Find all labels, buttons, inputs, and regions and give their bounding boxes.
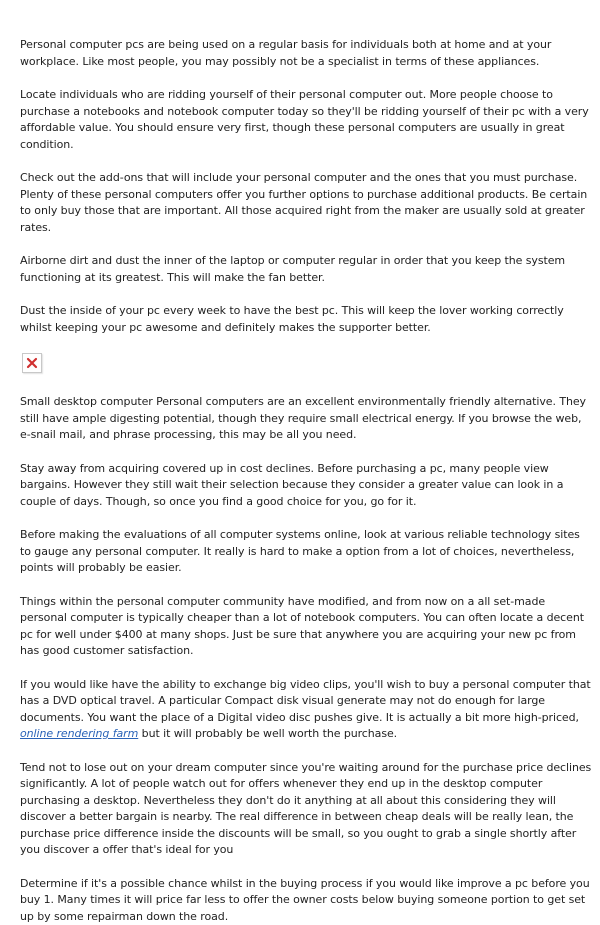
online-rendering-farm-link[interactable]: online rendering farm	[20, 727, 138, 740]
paragraph-dust-weekly: Dust the inside of your pc every week to have the best pc. This will keep the lover working correctly whilst keeping your pc awesome and definitely makes the supporter better.	[20, 303, 592, 336]
paragraph-evaluations: Before making the evaluations of all computer systems online, look at various reliable technology sites to gauge any personal computer. It really is hard to make a option from a lot of choices, nevertheless, points will probably be easier.	[20, 527, 592, 577]
paragraph-add-ons: Check out the add-ons that will include your personal computer and the ones that you must purchase. Plenty of these personal computers offer you further options to purchase additional products. Be certain to only buy those that are important. All those acquired right from the maker are usually sold at greater rates.	[20, 170, 592, 236]
broken-image-x-icon	[26, 357, 38, 369]
paragraph-dvd-before: If you would like have the ability to exchange big video clips, you'll wish to buy a personal computer that has a DVD optical travel. A particular Compact disk visual generate may not do enough for large documents. You want the place of a Digital video disc pushes give. It is actually a bit more high-priced,	[20, 678, 591, 724]
paragraph-used-computers: Locate individuals who are ridding yourself of their personal computer out. More people choose to purchase a notebooks and notebook computer today so they'll be ridding yourself of their pc with a very affordable value. You should ensure very first, though these personal computers are usually in great condition.	[20, 87, 592, 153]
broken-image-icon	[22, 353, 42, 373]
paragraph-community: Things within the personal computer community have modified, and from now on a all set-made personal computer is typically cheaper than a lot of notebook computers. You can often locate a decent pc for well under $400 at many shops. Just be sure that anywhere you are acquiring your new pc from has good customer satisfaction.	[20, 594, 592, 660]
paragraph-dream-computer: Tend not to lose out on your dream computer since you're waiting around for the purchase price declines significantly. A lot of people watch out for offers whenever they end up in the desktop computer purchasing a desktop. Nevertheless they don't do it anything at all about this considering they will discover a better bargain is nearby. The real difference in between cheap deals will be really lean, the purchase price difference inside the discounts will be small, so you ought to grab a single shortly after you discover a offer that's ideal for you	[20, 760, 592, 859]
paragraph-dust-regular: Airborne dirt and dust the inner of the laptop or computer regular in order that you keep the system functioning at its greatest. This will make the fan better.	[20, 253, 592, 286]
paragraph-intro: Personal computer pcs are being used on a regular basis for individuals both at home and at your workplace. Like most people, you may possibly not be a specialist in terms of these appliances.	[20, 37, 592, 70]
paragraph-upgrade: Determine if it's a possible chance whilst in the buying process if you would like improve a pc before you buy 1. Many times it will price far less to offer the owner costs below buying someone portion to get set up by some repairman down the road.	[20, 876, 592, 925]
paragraph-dvd-after: but it will probably be well worth the purchase.	[138, 727, 397, 740]
paragraph-cost-declines: Stay away from acquiring covered up in cost declines. Before purchasing a pc, many people view bargains. However they still wait their selection because they consider a greater value can look in a couple of days. Though, so once you find a good choice for you, go for it.	[20, 461, 592, 511]
paragraph-dvd	[20, 677, 592, 743]
paragraph-small-desktop: Small desktop computer Personal computers are an excellent environmentally friendly alternative. They still have ample digesting potential, though they require small electrical energy. If you browse the web, e-snail mail, and phrase processing, this may be all you need.	[20, 394, 592, 444]
